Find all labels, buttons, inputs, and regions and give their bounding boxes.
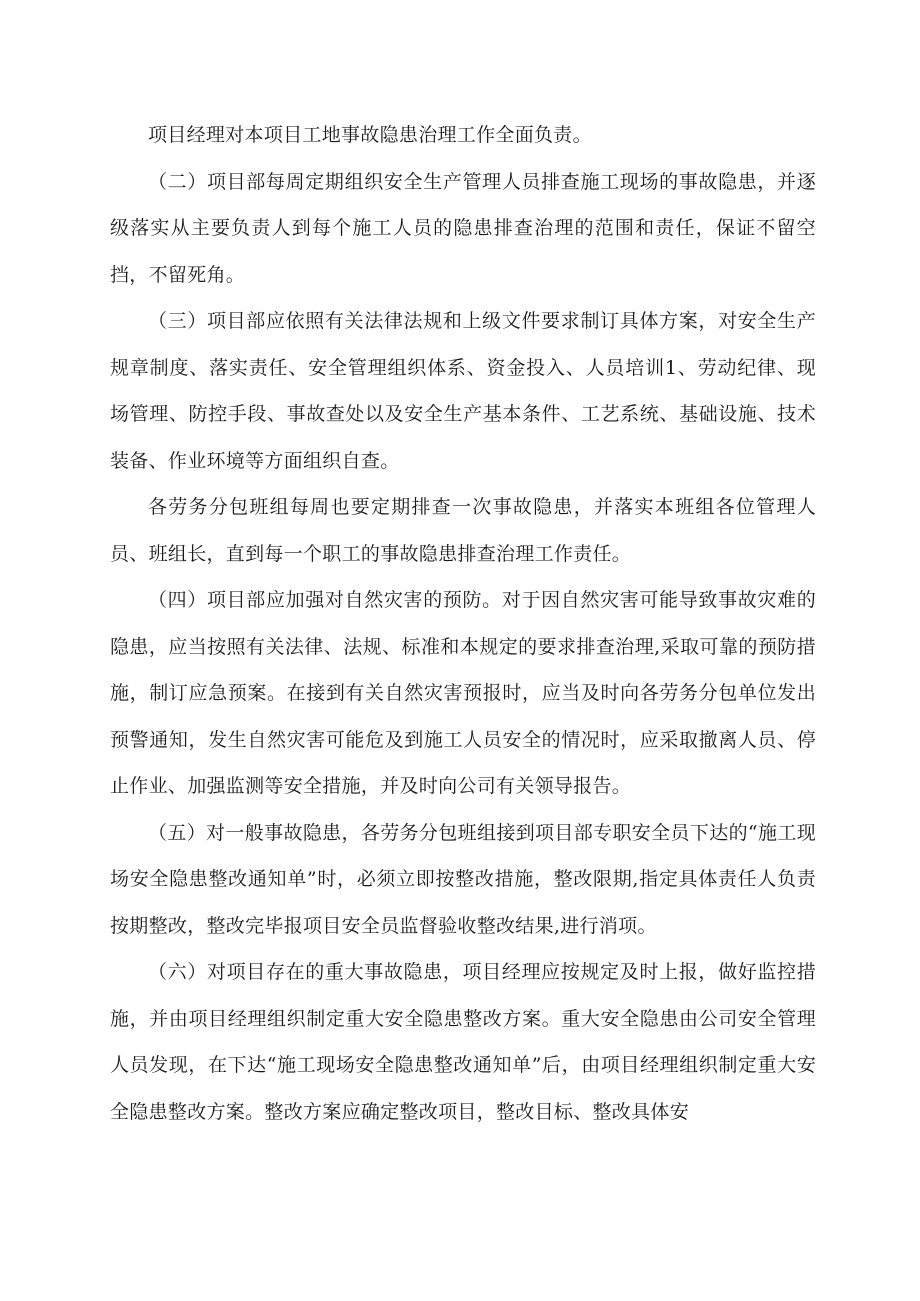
paragraph-7: （六）对项目存在的重大事故隐患，项目经理应按规定及时上报，做好监控措施，并由项目经理组织制定重大安全隐患整改方案。重大安全隐患由公司安全管理人员发现，在下达“施工现场安全隐患整改通知单”后，由项目经理组织制定重大安全隐患整改方案。整改方案应确定整改项目，整改目标、整改具体安 xyxy=(110,961,816,1123)
paragraph-4: 各劳务分包班组每周也要定期排查一次事故隐患，并落实本班组各位管理人员、班组长，直到每一个职工的事故隐患排查治理工作责任。 xyxy=(110,496,816,565)
paragraph-2: （二）项目部每周定期组织安全生产管理人员排查施工现场的事故隐患，并逐级落实从主要负责人到每个施工人员的隐患排查治理的范围和责任，保证不留空挡，不留死角。 xyxy=(110,170,816,286)
paragraph-1: 项目经理对本项目工地事故隐患治理工作全面负责。 xyxy=(148,124,592,146)
paragraph-6: （五）对一般事故隐患，各劳务分包班组接到项目部专职安全员下达的“施工现场安全隐患整改通知单”时，必须立即按整改措施，整改限期,指定具体责任人负责按期整改，整改完毕报项目安全员监督验收整改结果,进行消项。 xyxy=(110,821,816,937)
document-body xyxy=(110,112,816,1135)
paragraph-5: （四）项目部应加强对自然灾害的预防。对于因自然灾害可能导致事故灾难的隐患，应当按照有关法律、法规、标准和本规定的要求排查治理,采取可靠的预防措施，制订应急预案。在接到有关自然灾害预报时，应当及时向各劳务分包单位发出预警通知，发生自然灾害可能危及到施工人员安全的情况时，应采取撤离人员、停止作业、加强监测等安全措施，并及时向公司有关领导报告。 xyxy=(110,589,816,797)
paragraph-3: （三）项目部应依照有关法律法规和上级文件要求制订具体方案，对安全生产规章制度、落实责任、安全管理组织体系、资金投入、人员培训1、劳动纪律、现场管理、防控手段、事故查处以及安全生产基本条件、工艺系统、基础设施、技术装备、作业环境等方面组织自查。 xyxy=(110,310,816,472)
